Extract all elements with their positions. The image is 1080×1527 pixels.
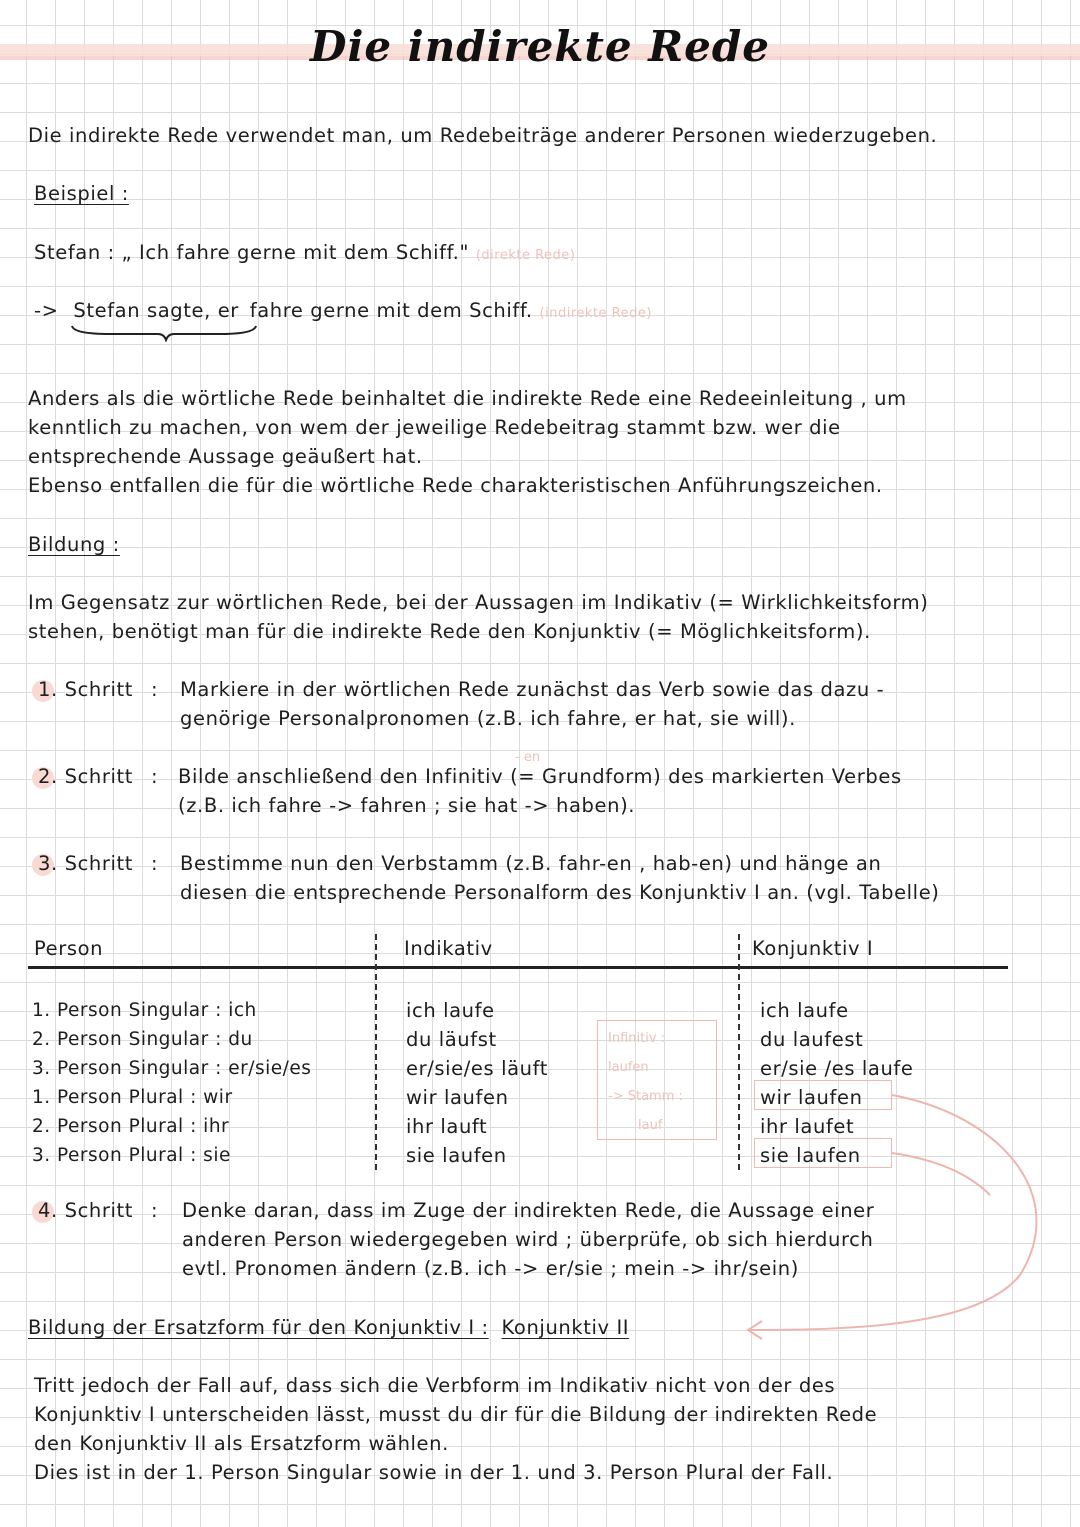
example-direct-text: Stefan : „ Ich fahre gerne mit dem Schiff."	[34, 241, 470, 264]
table-cell-konjunktiv: ihr laufet	[760, 1115, 855, 1138]
ersatz-line-3: den Konjunktiv II als Ersatzform wählen.	[34, 1432, 449, 1455]
table-cell-person: 1. Person Singular : ich	[32, 1000, 257, 1021]
example-indirect-rest: fahre gerne mit dem Schiff.	[249, 299, 533, 322]
table-header-indikativ: Indikativ	[404, 937, 493, 960]
step-2-line-2: (z.B. ich fahre -> fahren ; sie hat -> haben).	[178, 794, 636, 817]
table-header-rule	[28, 966, 1008, 969]
ersatz-line-4: Dies ist in der 1. Person Singular sowie in der 1. und 3. Person Plural der Fall.	[34, 1461, 834, 1484]
table-cell-indikativ: du läufst	[406, 1028, 497, 1051]
explanation-line-3: entsprechende Aussage geäußert hat.	[28, 445, 423, 468]
step-1-line-2: genörige Personalpronomen (z.B. ich fahre, er hat, sie will).	[180, 707, 796, 730]
ersatz-line-2: Konjunktiv I unterscheiden lässt, musst du dir für die Bildung der indirekten Rede	[34, 1403, 878, 1426]
table-cell-indikativ: sie laufen	[406, 1144, 507, 1167]
table-cell-person: 2. Person Singular : du	[32, 1029, 253, 1050]
ersatz-heading-b: Konjunktiv II	[501, 1316, 630, 1339]
step-3-label: 3. Schritt :	[38, 852, 159, 875]
intro-text: Die indirekte Rede verwendet man, um Redebeiträge anderer Personen wiederzugeben.	[28, 124, 938, 147]
table-cell-konjunktiv: sie laufen	[760, 1144, 861, 1167]
example-direct-note: (direkte Rede)	[475, 248, 576, 263]
table-person-column	[32, 996, 311, 1170]
arrow-icon: ->	[34, 299, 59, 322]
example-direct	[34, 241, 575, 264]
table-cell-indikativ: wir laufen	[406, 1086, 509, 1109]
step-4-line-2: anderen Person wiedergegeben wird ; überprüfe, ob sich hierdurch	[182, 1228, 874, 1251]
step-1-label-text: 1. Schritt	[38, 678, 133, 701]
bildung-heading: Bildung :	[28, 533, 120, 556]
step-4-label: 4. Schritt :	[38, 1199, 159, 1222]
page-title: Die indirekte Rede	[310, 22, 770, 71]
table-cell-indikativ: ihr lauft	[406, 1115, 488, 1138]
table-indikativ-column	[406, 996, 548, 1170]
infinitiv-note-line: lauf	[638, 1118, 663, 1133]
table-cell-konjunktiv: er/sie /es laufe	[760, 1057, 914, 1080]
example-indirect-intro: Stefan sagte, er	[73, 299, 239, 322]
step-3-line-1: Bestimme nun den Verbstamm (z.B. fahr-en , hab-en) und hänge an	[180, 852, 882, 875]
table-cell-person: 3. Person Singular : er/sie/es	[32, 1058, 312, 1079]
table-header-konjunktiv: Konjunktiv I	[752, 937, 874, 960]
step-4-line-3: evtl. Pronomen ändern (z.B. ich -> er/sie ; mein -> ihr/sein)	[182, 1257, 799, 1280]
table-cell-person: 1. Person Plural : wir	[32, 1087, 233, 1108]
step-4-line-1: Denke daran, dass im Zuge der indirekten Rede, die Aussage einer	[182, 1199, 875, 1222]
step-3-line-2: diesen die entsprechende Personalform des Konjunktiv I an. (vgl. Tabelle)	[180, 881, 940, 904]
step-3-label-text: 3. Schritt	[38, 852, 133, 875]
example-heading: Beispiel :	[34, 182, 129, 205]
infinitiv-note-line: -> Stamm :	[608, 1089, 683, 1104]
ersatz-heading	[28, 1316, 629, 1339]
infinitiv-note-line: laufen	[608, 1060, 649, 1075]
table-cell-konjunktiv: du laufest	[760, 1028, 864, 1051]
ersatz-heading-a: Bildung der Ersatzform für den Konjunktiv I :	[28, 1316, 489, 1339]
step-2-line-1: Bilde anschließend den Infinitiv (= Grundform) des markierten Verbes	[178, 765, 902, 788]
example-indirect-note: (indirekte Rede)	[539, 306, 652, 321]
table-header-person: Person	[34, 937, 104, 960]
example-indirect	[34, 299, 652, 322]
brace-icon	[70, 322, 260, 342]
table-divider-1	[375, 934, 377, 1170]
explanation-line-2: kenntlich zu machen, von wem der jeweilige Redebeitrag stammt bzw. wer die	[28, 416, 841, 439]
explanation-line-4: Ebenso entfallen die für die wörtliche Rede charakteristischen Anführungszeichen.	[28, 474, 883, 497]
step-2-label: 2. Schritt :	[38, 765, 159, 788]
table-cell-konjunktiv: wir laufen	[760, 1086, 863, 1109]
infinitiv-note-line: Infinitiv :	[608, 1031, 666, 1046]
step-1-label: 1. Schritt :	[38, 678, 159, 701]
step-4-label-text: 4. Schritt	[38, 1199, 133, 1222]
step-2-note: - en	[515, 750, 541, 765]
infinitiv-note	[608, 1024, 683, 1140]
table-cell-indikativ: er/sie/es läuft	[406, 1057, 548, 1080]
table-cell-person: 3. Person Plural : sie	[32, 1145, 231, 1166]
step-2-label-text: 2. Schritt	[38, 765, 133, 788]
table-cell-person: 2. Person Plural : ihr	[32, 1116, 230, 1137]
explanation-line-1: Anders als die wörtliche Rede beinhaltet die indirekte Rede eine Redeeinleitung , um	[28, 387, 907, 410]
step-1-line-1: Markiere in der wörtlichen Rede zunächst das Verb sowie das dazu -	[180, 678, 885, 701]
table-cell-konjunktiv: ich laufe	[760, 999, 849, 1022]
bildung-intro-line-1: Im Gegensatz zur wörtlichen Rede, bei der Aussagen im Indikativ (= Wirklichkeitsform)	[28, 591, 929, 614]
ersatz-line-1: Tritt jedoch der Fall auf, dass sich die Verbform im Indikativ nicht von der des	[34, 1374, 836, 1397]
bildung-intro-line-2: stehen, benötigt man für die indirekte Rede den Konjunktiv (= Möglichkeitsform).	[28, 620, 871, 643]
table-cell-indikativ: ich laufe	[406, 999, 495, 1022]
